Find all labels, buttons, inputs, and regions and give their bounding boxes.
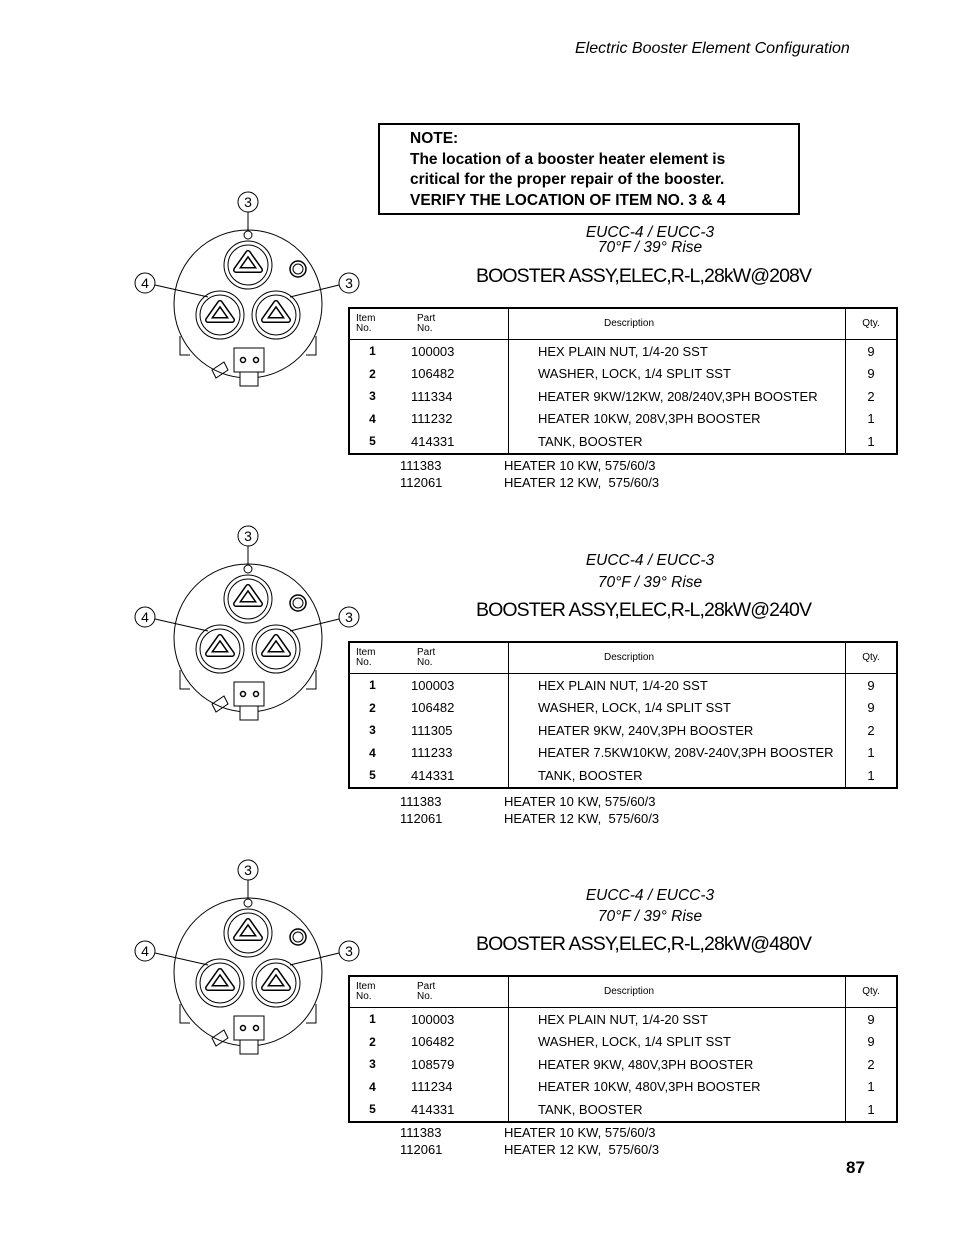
column-header-description: Description [509, 976, 846, 1008]
rise-spec: 70°F / 39° Rise [597, 908, 703, 925]
table-row: 1 100003 HEX PLAIN NUT, 1/4-20 SST 9 [349, 340, 897, 363]
alternate-parts-list [400, 1125, 659, 1158]
table-header-row [349, 308, 897, 340]
booster-tank-diagram [130, 190, 370, 390]
column-header-part: Part No. [395, 308, 509, 340]
list-item: 111383 HEATER 10 KW, 575/60/3 [400, 794, 656, 809]
column-header-description: Description [509, 308, 846, 340]
callout-top-label: 3 [244, 194, 252, 210]
list-item: 112061 HEATER 12 KW, 575/60/3 [400, 810, 660, 826]
model-name: EUCC-4 / EUCC-3 [585, 552, 715, 569]
column-header-qty: Qty. [846, 976, 898, 1008]
callout-left-label: 4 [141, 275, 149, 291]
table-row: 5 414331 TANK, BOOSTER 1 [349, 1098, 897, 1122]
parts-table [348, 307, 898, 455]
callout-right-label: 3 [345, 943, 353, 959]
table-row: 2 106482 WASHER, LOCK, 1/4 SPLIT SST 9 [349, 697, 897, 720]
note-line: The location of a booster heater element is [410, 150, 726, 168]
table-row: 1 100003 HEX PLAIN NUT, 1/4-20 SST 9 [349, 674, 897, 697]
column-header-part: Part No. [395, 642, 509, 674]
alternate-parts-list [400, 458, 659, 491]
parts-table [348, 975, 898, 1123]
table-row: 3 108579 HEATER 9KW, 480V,3PH BOOSTER 2 [349, 1053, 897, 1076]
callout-right-label: 3 [345, 609, 353, 625]
list-item: 112061 HEATER 12 KW, 575/60/3 [400, 1141, 660, 1157]
assembly-title: BOOSTER ASSY,ELEC,R-L,28kW@208V [476, 265, 812, 287]
page-header-title: Electric Booster Element Configuration [575, 40, 850, 57]
list-item: 112061 HEATER 12 KW, 575/60/3 [400, 474, 660, 490]
table-row: 5 414331 TANK, BOOSTER 1 [349, 764, 897, 788]
column-header-description: Description [509, 642, 846, 674]
table-row: 4 111233 HEATER 7.5KW10KW, 208V-240V,3PH BOOSTER 1 [349, 742, 897, 765]
column-header-item: Item No. [349, 642, 395, 674]
callout-left-label: 4 [141, 943, 149, 959]
model-name: EUCC-4 / EUCC-3 [585, 887, 715, 904]
warning-note-box [378, 123, 800, 215]
table-row: 2 106482 WASHER, LOCK, 1/4 SPLIT SST 9 [349, 363, 897, 386]
alternate-parts-list [400, 794, 659, 827]
callout-right-label: 3 [345, 275, 353, 291]
column-header-qty: Qty. [846, 642, 898, 674]
table-row: 1 100003 HEX PLAIN NUT, 1/4-20 SST 9 [349, 1008, 897, 1031]
table-row: 5 414331 TANK, BOOSTER 1 [349, 430, 897, 454]
page-number: 87 [846, 1158, 865, 1177]
note-line: critical for the proper repair of the booster. [410, 171, 725, 188]
table-row: 3 111305 HEATER 9KW, 240V,3PH BOOSTER 2 [349, 719, 897, 742]
table-row: 4 111232 HEATER 10KW, 208V,3PH BOOSTER 1 [349, 408, 897, 431]
rise-spec: 70°F / 39° Rise [597, 239, 703, 256]
model-subtitle [550, 887, 750, 926]
assembly-title: BOOSTER ASSY,ELEC,R-L,28kW@240V [476, 599, 812, 621]
table-row: 3 111334 HEATER 9KW/12KW, 208/240V,3PH BOOSTER 2 [349, 385, 897, 408]
note-heading: NOTE: [410, 130, 459, 147]
parts-table [348, 641, 898, 789]
table-header-row [349, 642, 897, 674]
note-line: VERIFY THE LOCATION OF ITEM NO. 3 & 4 [410, 191, 726, 209]
model-name: EUCC-4 / EUCC-3 [585, 224, 715, 241]
assembly-title: BOOSTER ASSY,ELEC,R-L,28kW@480V [476, 933, 812, 955]
table-header-row [349, 976, 897, 1008]
column-header-qty: Qty. [846, 308, 898, 340]
column-header-item: Item No. [349, 976, 395, 1008]
list-item: 111383 HEATER 10 KW, 575/60/3 [400, 458, 656, 473]
callout-top-label: 3 [244, 528, 252, 544]
callout-top-label: 3 [244, 862, 252, 878]
model-subtitle [550, 224, 750, 257]
callout-left-label: 4 [141, 609, 149, 625]
column-header-item: Item No. [349, 308, 395, 340]
model-subtitle [550, 552, 750, 592]
list-item: 111383 HEATER 10 KW, 575/60/3 [400, 1125, 656, 1140]
column-header-part: Part No. [395, 976, 509, 1008]
booster-tank-diagram [130, 524, 370, 724]
booster-tank-diagram [130, 858, 370, 1058]
rise-spec: 70°F / 39° Rise [597, 574, 703, 591]
table-row: 2 106482 WASHER, LOCK, 1/4 SPLIT SST 9 [349, 1031, 897, 1054]
table-row: 4 111234 HEATER 10KW, 480V,3PH BOOSTER 1 [349, 1076, 897, 1099]
